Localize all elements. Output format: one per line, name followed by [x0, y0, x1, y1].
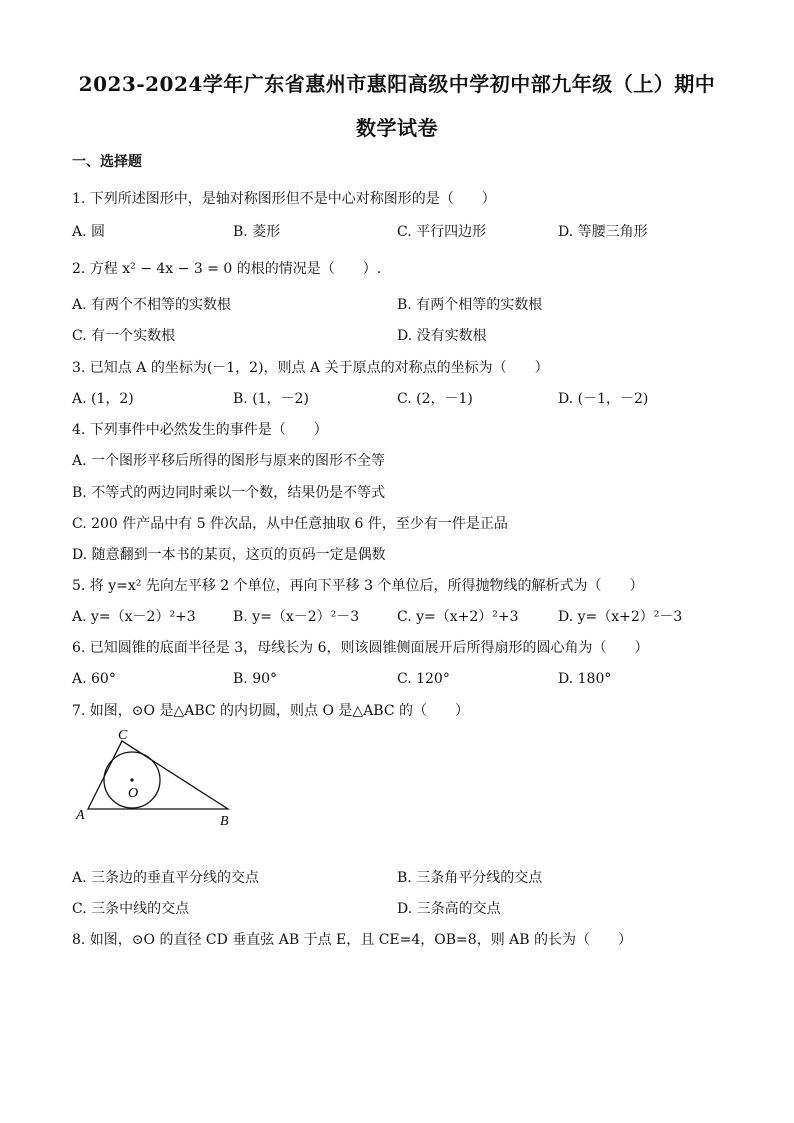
question-1-stem: 1. 下列所述图形中，是轴对称图形但不是中心对称图形的是（ ） [72, 191, 496, 207]
question-2-stem: 2. 方程 x² − 4x − 3 = 0 的根的情况是（ ）. [72, 261, 382, 277]
question-3-option-c: C. (2，－1) [397, 391, 473, 407]
question-1-option-a: A. 圆 [72, 224, 106, 240]
question-2-option-b: B. 有两个相等的实数根 [397, 297, 543, 313]
question-3-option-b: B. (1，－2) [233, 391, 309, 407]
question-7-option-b: B. 三条角平分线的交点 [397, 870, 543, 886]
question-7-stem: 7. 如图，⊙O 是△ABC 的内切圆，则点 O 是△ABC 的（ ） [72, 703, 470, 719]
question-4-stem: 4. 下列事件中必然发生的事件是（ ） [72, 422, 328, 438]
question-5-option-a: A. y=（x－2）²+3 [72, 609, 196, 625]
question-2-option-d: D. 没有实数根 [397, 328, 487, 344]
question-6-option-b: B. 90° [233, 671, 278, 687]
question-1-option-c: C. 平行四边形 [397, 224, 487, 240]
question-3-stem: 3. 已知点 A 的坐标为(－1，2)，则点 A 关于原点的对称点的坐标为（ ） [72, 360, 549, 376]
center-label-o: O [128, 786, 139, 801]
question-5-option-c: C. y=（x+2）²+3 [397, 609, 519, 625]
question-2-option-c: C. 有一个实数根 [72, 328, 176, 344]
exam-title-line-2: 数学试卷 [356, 116, 438, 140]
question-7-option-d: D. 三条高的交点 [397, 901, 501, 917]
question-7-option-a: A. 三条边的垂直平分线的交点 [72, 870, 260, 886]
exam-title-line-1: 2023-2024学年广东省惠州市惠阳高级中学初中部九年级（上）期中 [78, 72, 716, 96]
question-7-option-c: C. 三条中线的交点 [72, 901, 190, 917]
vertex-label-b: B [220, 814, 229, 827]
question-5-option-b: B. y=（x－2）²－3 [233, 609, 360, 625]
question-6-stem: 6. 已知圆锥的底面半径是 3，母线长为 6，则该圆锥侧面展开后所得扇形的圆心角为（ ） [72, 640, 649, 656]
triangle-abc [88, 741, 228, 809]
question-4-option-a: A. 一个图形平移后所得的图形与原来的图形不全等 [72, 453, 386, 469]
question-3-option-a: A. (1，2) [72, 391, 134, 407]
question-2-option-a: A. 有两个不相等的实数根 [72, 297, 232, 313]
question-4-option-b: B. 不等式的两边同时乘以一个数，结果仍是不等式 [72, 485, 386, 501]
question-5-option-d: D. y=（x+2）²－3 [558, 609, 683, 625]
vertex-label-c: C [118, 728, 128, 743]
section-heading-choice: 一、选择题 [72, 154, 142, 170]
question-6-option-d: D. 180° [558, 671, 612, 687]
question-3-option-d: D. (－1，－2) [558, 391, 649, 407]
vertex-label-a: A [76, 808, 85, 823]
question-4-option-d: D. 随意翻到一本书的某页，这页的页码一定是偶数 [72, 547, 386, 563]
question-5-stem: 5. 将 y=x² 先向左平移 2 个单位，再向下平移 3 个单位后，所得抛物线的解析式为（ ） [72, 578, 644, 594]
question-6-option-a: A. 60° [72, 671, 116, 687]
question-8-stem: 8. 如图，⊙O 的直径 CD 垂直弦 AB 于点 E，且 CE=4，OB=8，则 AB 的长为（ ） [72, 932, 632, 948]
question-4-option-c: C. 200 件产品中有 5 件次品，从中任意抽取 6 件，至少有一件是正品 [72, 516, 508, 532]
center-point-o [130, 778, 133, 781]
question-6-option-c: C. 120° [397, 671, 450, 687]
incircle-triangle-figure [70, 727, 240, 827]
question-1-option-b: B. 菱形 [233, 224, 281, 240]
question-1-option-d: D. 等腰三角形 [558, 224, 648, 240]
